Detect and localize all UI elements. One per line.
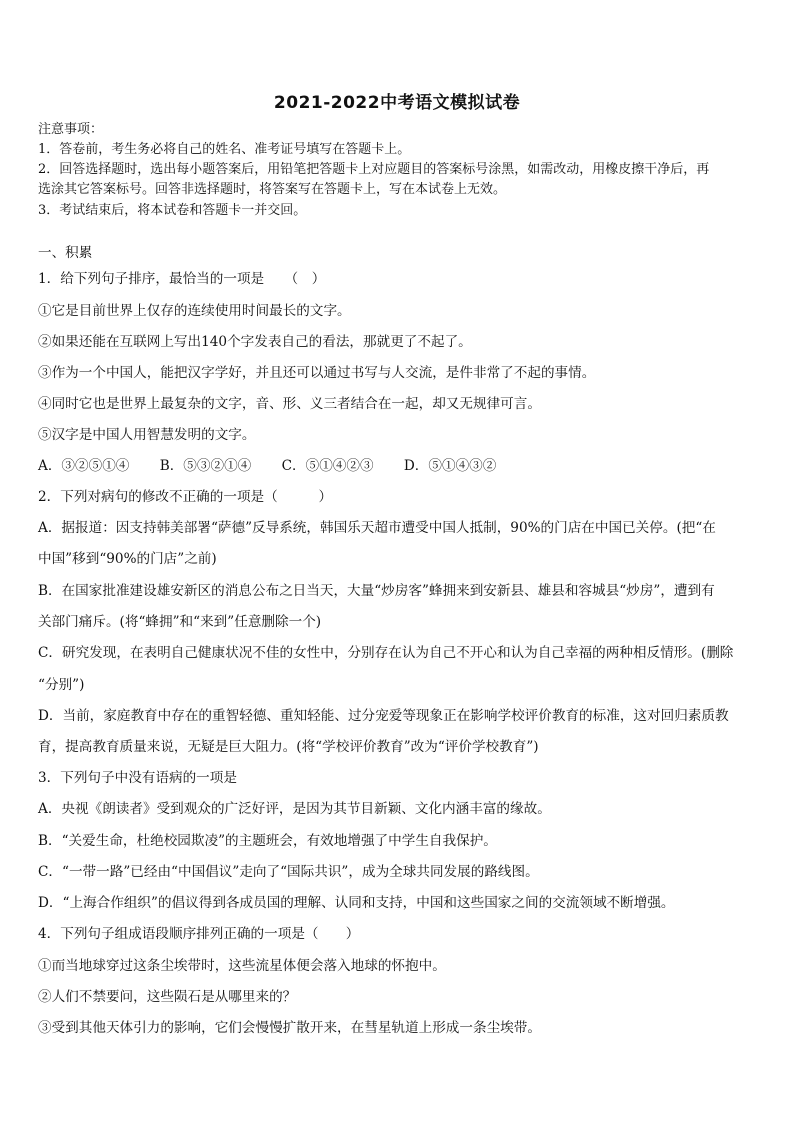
question-1-stem: 1．给下列句子排序，最恰当的一项是 （ ） xyxy=(38,271,326,287)
q2-line: 中国”移到“90%的门店”之前) xyxy=(38,551,217,567)
notice-item: 3．考试结束后，将本试卷和答题卡一并交回。 xyxy=(38,203,307,218)
q2-line: 关部门痛斥。(将“蜂拥”和“来到”任意删除一个) xyxy=(38,614,322,630)
q2-line: D．当前，家庭教育中存在的重智轻德、重知轻能、过分宠爱等现象正在影响学校评价教育的标准，这对回归素质教 xyxy=(38,708,729,724)
q1-sentence: ①它是目前世界上仅存的连续使用时间最长的文字。 xyxy=(38,303,351,319)
q4-sentence: ②人们不禁要问，这些陨石是从哪里来的？ xyxy=(38,989,297,1005)
question-4-stem: 4．下列句子组成语段顺序排列正确的一项是（ ） xyxy=(38,926,360,942)
q2-line: “分别”) xyxy=(38,677,85,693)
q2-line: C．研究发现，在表明自己健康状况不佳的女性中，分别存在认为自己不开心和认为自己幸福的两种相反情形。(删除 xyxy=(38,645,734,661)
question-2-stem: 2．下列对病句的修改不正确的一项是（ ） xyxy=(38,489,333,505)
q1-sentence: ③作为一个中国人，能把汉字学好，并且还可以通过书写与人交流，是件非常了不起的事情。 xyxy=(38,365,596,381)
page-title: 2021-2022中考语文模拟试卷 xyxy=(273,93,521,113)
q1-option-d: D．⑤①④③② xyxy=(403,458,497,474)
section-heading: 一、积累 xyxy=(38,245,93,261)
q3-option-b: B．“关爱生命，杜绝校园欺凌”的主题班会，有效地增强了中学生自我保护。 xyxy=(38,833,497,849)
q2-line: 育，提高教育质量来说，无疑是巨大阻力。(将“学校评价教育”改为“评价学校教育”) xyxy=(38,739,539,755)
notice-heading: 注意事项： xyxy=(38,122,104,137)
q3-option-c: C．“一带一路”已经由“中国倡议”走向了“国际共识”，成为全球共同发展的路线图。 xyxy=(38,864,539,880)
q4-sentence: ①而当地球穿过这条尘埃带时，这些流星体便会落入地球的怀抱中。 xyxy=(38,958,446,974)
q1-option-b: B．⑤③②①④ xyxy=(159,458,252,474)
q1-sentence: ②如果还能在互联网上写出140个字发表自己的看法，那就更了不起了。 xyxy=(38,334,472,350)
q1-sentence: ⑤汉字是中国人用智慧发明的文字。 xyxy=(38,427,256,443)
q1-option-a: A．③②⑤①④ xyxy=(38,458,130,474)
notice-item: 1．答卷前，考生务必将自己的姓名、准考证号填写在答题卡上。 xyxy=(38,142,411,157)
q1-sentence: ④同时它也是世界上最复杂的文字，音、形、义三者结合在一起，却又无规律可言。 xyxy=(38,396,541,412)
q4-sentence: ③受到其他天体引力的影响，它们会慢慢扩散开来，在彗星轨道上形成一条尘埃带。 xyxy=(38,1020,541,1036)
question-3-stem: 3．下列句子中没有语病的一项是 xyxy=(38,770,237,786)
notice-item: 2．回答选择题时，选出每小题答案后，用铅笔把答题卡上对应题目的答案标号涂黑，如需改动，用橡皮擦干净后，再 xyxy=(38,162,710,177)
q1-option-c: C．⑤①④②③ xyxy=(281,458,374,474)
q3-option-a: A．央视《朗读者》受到观众的广泛好评，是因为其节目新颖、文化内涵丰富的缘故。 xyxy=(38,801,551,817)
q1-options xyxy=(38,457,762,475)
q3-option-d: D．“上海合作组织”的倡议得到各成员国的理解、认同和支持，中国和这些国家之间的交流领域不断增强。 xyxy=(38,895,675,911)
notice-item: 选涂其它答案标号。回答非选择题时，将答案写在答题卡上，写在本试卷上无效。 xyxy=(38,182,507,197)
q2-line: A．据报道：因支持韩美部署“萨德”反导系统，韩国乐天超市遭受中国人抵制，90%的门店在中国已关停。(把“在 xyxy=(38,520,716,536)
q2-line: B．在国家批准建设雄安新区的消息公布之日当天，大量“炒房客”蜂拥来到安新县、雄县和容城县“炒房”，遭到有 xyxy=(38,583,715,599)
